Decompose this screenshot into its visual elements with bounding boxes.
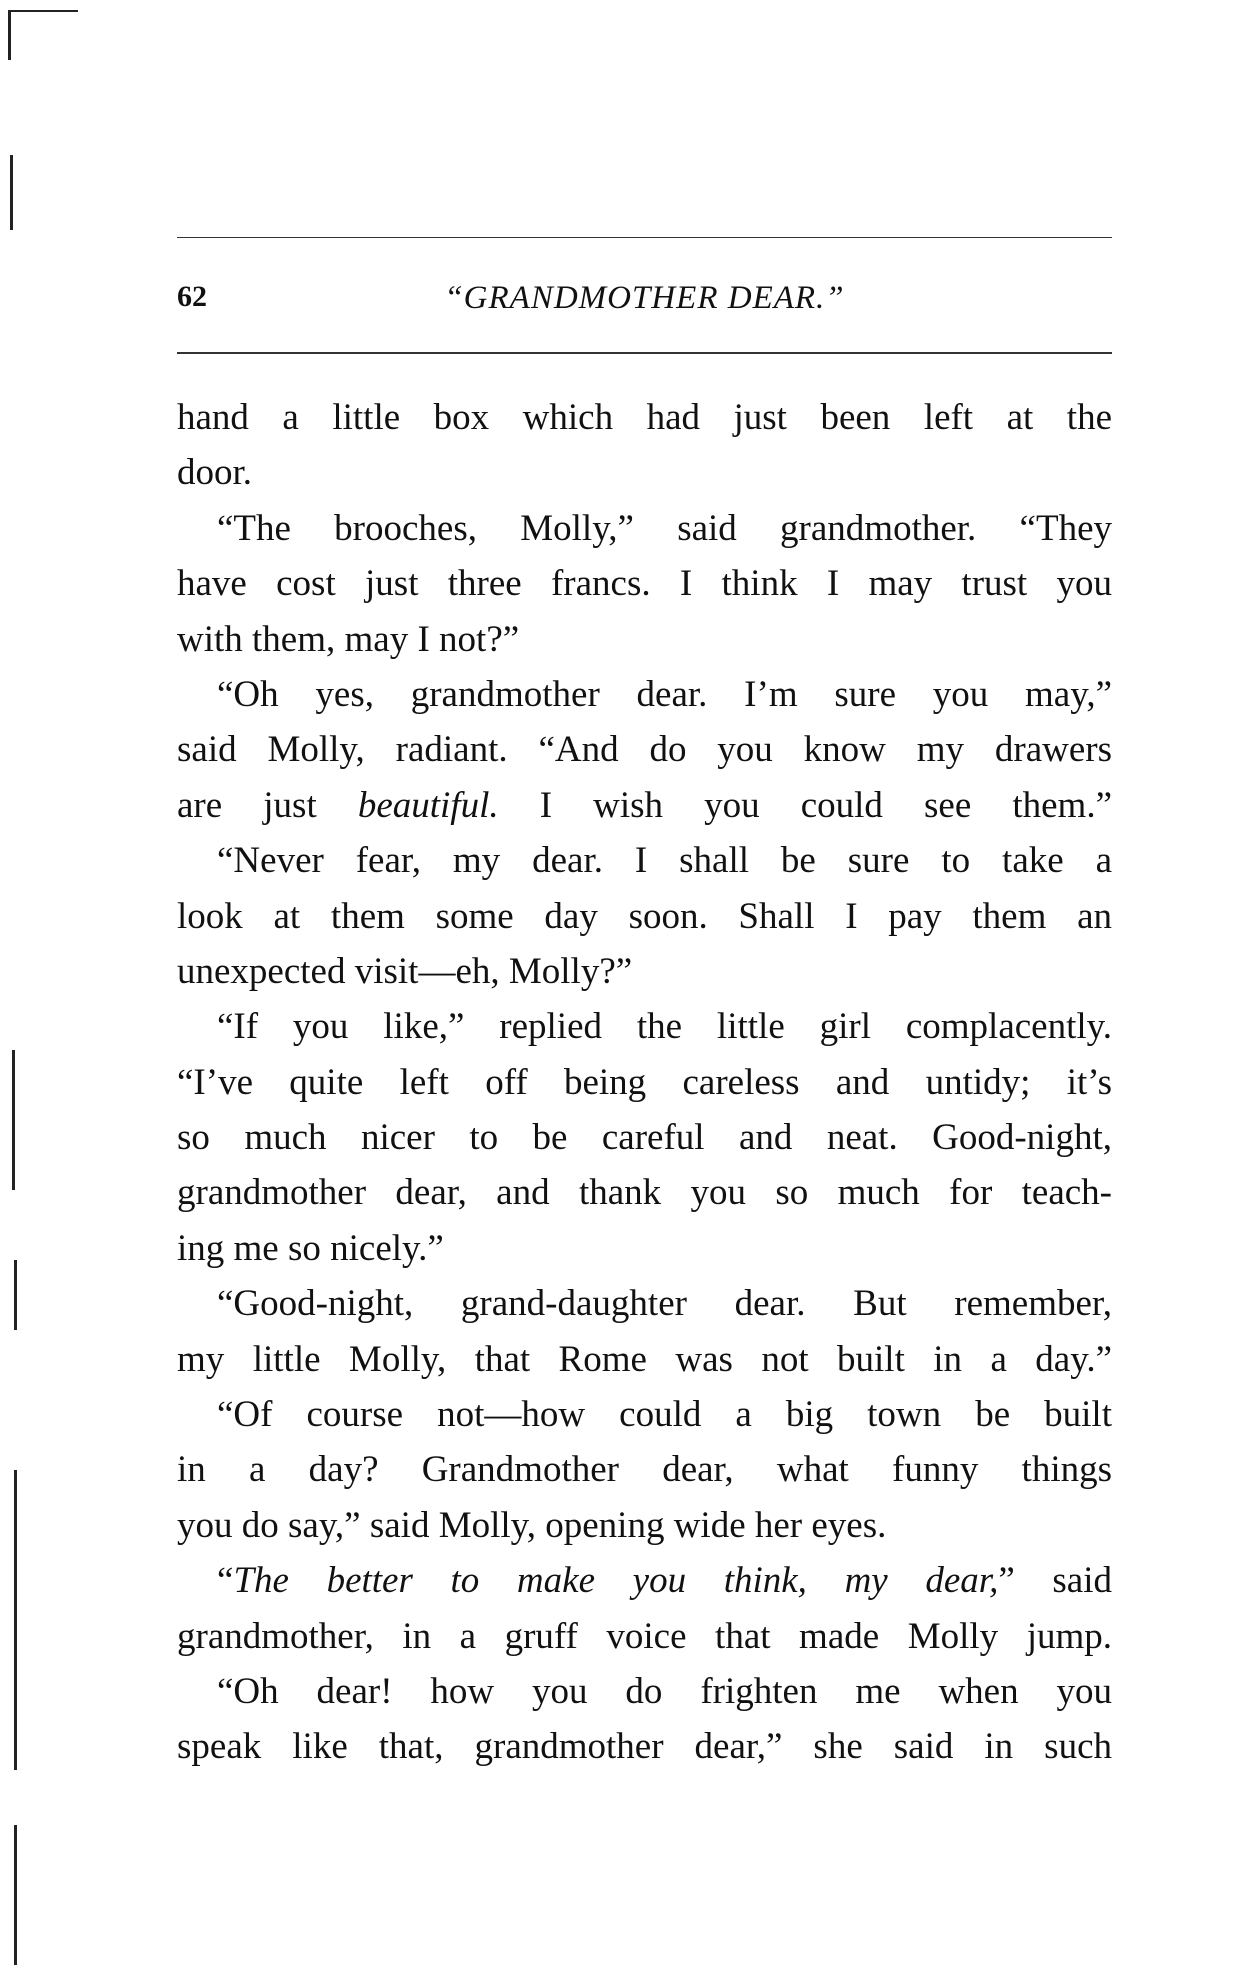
text-segment: “If you like,” replied the little girl complacently. xyxy=(217,1006,1112,1048)
text-line xyxy=(177,1609,1112,1664)
text-segment: speak like that, grandmother dear,” she said in such xyxy=(177,1726,1112,1768)
text-segment: “ xyxy=(217,1560,234,1602)
text-segment: unexpected visit—eh, Molly?” xyxy=(177,950,633,992)
text-line xyxy=(177,667,1112,722)
text-segment: ing me so nicely.” xyxy=(177,1227,444,1269)
text-segment: ” said xyxy=(998,1560,1112,1602)
text-line xyxy=(177,1719,1112,1774)
page-number: 62 xyxy=(177,280,207,313)
text-segment: door. xyxy=(177,452,253,494)
text-line xyxy=(177,1110,1112,1165)
scan-edge-mark xyxy=(10,155,13,230)
italic-text: The better to make you think, my dear, xyxy=(233,1560,999,1602)
text-line xyxy=(177,390,1112,445)
scan-edge-mark xyxy=(8,10,78,12)
text-line xyxy=(177,1553,1112,1608)
header-rule xyxy=(177,352,1112,354)
page-body-text xyxy=(177,390,1112,1775)
text-segment: you do say,” said Molly, opening wide her eyes. xyxy=(177,1504,887,1546)
scan-edge-mark xyxy=(14,1825,17,1965)
text-line xyxy=(177,778,1112,833)
text-segment: have cost just three francs. I think I may trust you xyxy=(177,563,1112,605)
text-line xyxy=(177,1442,1112,1497)
text-segment: “I’ve quite left off being careless and untidy; it’s xyxy=(177,1061,1112,1103)
text-line xyxy=(177,556,1112,611)
text-segment: “The brooches, Molly,” said grandmother. “They xyxy=(217,507,1112,549)
text-line xyxy=(177,833,1112,888)
text-segment: grandmother, in a gruff voice that made Molly jump. xyxy=(177,1615,1112,1657)
text-segment: grandmother dear, and thank you so much for teach- xyxy=(177,1172,1112,1214)
text-segment: my little Molly, that Rome was not built in a day.” xyxy=(177,1338,1112,1380)
text-line xyxy=(177,1165,1112,1220)
text-segment: so much nicer to be careful and neat. Good-night, xyxy=(177,1117,1112,1159)
text-line xyxy=(177,1055,1112,1110)
text-line xyxy=(177,501,1112,556)
text-line xyxy=(177,1332,1112,1387)
text-line xyxy=(177,944,1112,999)
text-line xyxy=(177,1498,1112,1553)
text-segment: hand a little box which had just been left at the xyxy=(177,397,1112,438)
text-segment: look at them some day soon. Shall I pay them an xyxy=(177,895,1112,937)
scan-edge-mark xyxy=(14,1260,17,1330)
text-segment: in a day? Grandmother dear, what funny things xyxy=(177,1449,1112,1491)
text-line xyxy=(177,722,1112,777)
scan-edge-mark xyxy=(12,1050,15,1190)
text-line xyxy=(177,612,1112,667)
scan-edge-mark xyxy=(14,1470,17,1770)
text-line xyxy=(177,1221,1112,1276)
running-header xyxy=(177,280,1112,324)
text-line xyxy=(177,1664,1112,1719)
text-line xyxy=(177,999,1112,1054)
text-line xyxy=(177,445,1112,500)
text-line xyxy=(177,889,1112,944)
text-segment: “Never fear, my dear. I shall be sure to take a xyxy=(217,840,1112,882)
text-segment: I wish you could see them.” xyxy=(498,784,1112,826)
text-segment: are just xyxy=(177,784,358,826)
text-segment: “Good-night, grand-daughter dear. But remember, xyxy=(217,1283,1112,1325)
running-title: “GRANDMOTHER DEAR.” xyxy=(444,280,845,316)
text-segment: with them, may I not?” xyxy=(177,618,520,660)
italic-text: beautiful. xyxy=(357,784,499,826)
text-line xyxy=(177,1387,1112,1442)
text-segment: “Of course not—how could a big town be built xyxy=(217,1394,1112,1436)
top-rule xyxy=(177,237,1112,238)
text-segment: said Molly, radiant. “And do you know my drawers xyxy=(177,729,1112,771)
text-segment: “Oh dear! how you do frighten me when you xyxy=(217,1670,1112,1712)
scan-edge-mark xyxy=(8,10,11,60)
text-line xyxy=(177,1276,1112,1331)
text-segment: “Oh yes, grandmother dear. I’m sure you may,” xyxy=(217,673,1112,715)
